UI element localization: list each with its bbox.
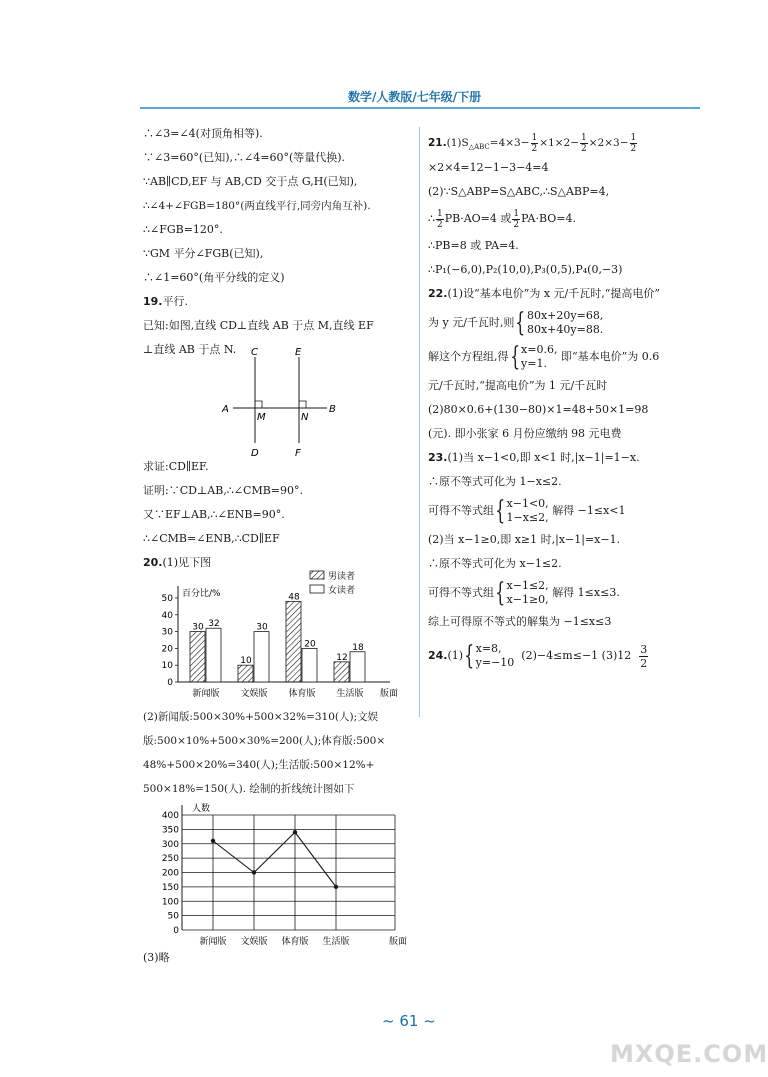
q23-result-1: 解得 −1≤x<1: [552, 504, 626, 517]
q24-x: x=8,: [475, 642, 502, 655]
q21-line-2: ×2×4=12−1−3−4=4: [428, 161, 549, 174]
y-tick-label: 40: [161, 610, 173, 621]
q23-text-6: 可得不等式组: [428, 586, 494, 599]
bar: [190, 632, 205, 682]
half-den: 2: [437, 219, 443, 230]
q21-area-symbol: (1)S: [446, 137, 469, 149]
solution-system: [521, 343, 557, 371]
x-axis-title: 版面: [389, 937, 408, 947]
q22-text-3: 解这个方程组,得: [428, 350, 509, 363]
q22-text-4: 即“基本电价”为 0.6: [560, 350, 660, 363]
q21-line-6: ∴P₁(−6,0),P₂(10,0),P₃(0,5),P₄(0,−3): [428, 263, 623, 276]
half-num: 1: [581, 132, 587, 143]
q23-line-2: ∴原不等式可化为 1−x≤2.: [428, 475, 562, 488]
q22-text-2: 为 y 元/千瓦时,则: [428, 316, 515, 329]
q18-line-1: ∴∠3=∠4(对顶角相等).: [143, 127, 263, 140]
q19-proof-2: 证明:∵CD⊥AB,∴∠CMB=90°.: [143, 484, 303, 497]
q24-number: 24.: [428, 649, 448, 662]
data-point: [293, 830, 297, 834]
y-tick-label: 350: [161, 825, 179, 836]
q24-fraction: [639, 643, 648, 670]
x-axis-title: 版面: [380, 689, 399, 699]
half-den: 2: [581, 143, 587, 154]
q19-proof-1: 求证:CD∥EF.: [143, 460, 209, 473]
legend-label: 男读者: [328, 572, 356, 582]
q24-frac-num: 3: [640, 642, 648, 656]
q18-line-4: ∴∠4+∠FGB=180°(两直线平行,同旁内角互补).: [143, 200, 371, 212]
bar: [206, 628, 221, 682]
half-num: 1: [513, 208, 520, 219]
q19-heading: [143, 290, 413, 314]
q23-line-1: [428, 446, 718, 470]
series-line: [213, 832, 336, 887]
q23-text-1: (1)当 x−1<0,即 x<1 时,|x−1|=1−x.: [447, 451, 640, 464]
label-n: N: [301, 412, 309, 423]
solution-y: y=1.: [521, 357, 547, 370]
y-tick-label: 50: [167, 911, 179, 922]
equation-system: [527, 309, 603, 337]
legend-swatch: [310, 585, 324, 593]
q21-case-b: PA·BO=4.: [521, 212, 576, 225]
brace-symbol: {: [495, 578, 506, 608]
q19-proof-3: 又∵EF⊥AB,∴∠ENB=90°.: [143, 508, 285, 521]
q21-area-sub: △ABC: [468, 143, 490, 152]
category-label: 体育版: [281, 937, 309, 947]
data-label: 48: [288, 592, 300, 603]
q23-line-4: (2)当 x−1≥0,即 x≥1 时,|x−1|=x−1.: [428, 533, 621, 546]
label-e: E: [295, 347, 302, 358]
y-tick-label: 0: [167, 678, 173, 688]
q19-given-1: 已知:如图,直线 CD⊥直线 AB 于点 M,直线 EF: [143, 319, 374, 332]
brace-symbol: {: [495, 496, 506, 526]
q24-part1-label: (1): [447, 649, 464, 662]
bar: [334, 662, 349, 682]
y-tick-label: 250: [161, 854, 179, 865]
label-b: B: [329, 404, 336, 415]
equation-2: 80x+40y=88.: [526, 323, 604, 336]
category-label: 文娱版: [240, 689, 268, 699]
q20-part2-line-4: 500×18%=150(人). 绘制的折线统计图如下: [143, 783, 355, 795]
watermark-logo: [600, 1010, 768, 1072]
bar: [350, 652, 365, 682]
category-label: 生活版: [336, 689, 364, 699]
q20-part2-line-1: (2)新闻版:500×30%+500×32%=310(人);文娱: [143, 711, 379, 723]
half-fraction: [580, 133, 588, 154]
equation-1: 80x+20y=68,: [526, 309, 604, 322]
label-f: F: [295, 448, 301, 459]
q23-line-3: [428, 494, 718, 528]
right-column: [428, 130, 718, 674]
half-fraction: [630, 133, 638, 154]
q24-system: [476, 642, 515, 670]
data-label: 20: [304, 639, 316, 650]
bar-chart: [150, 570, 415, 705]
inequality-1a: x−1<0,: [506, 497, 549, 510]
data-label: 32: [208, 619, 220, 630]
half-den: 2: [630, 143, 637, 154]
y-tick-label: 100: [161, 897, 179, 908]
y-tick-label: 300: [161, 839, 179, 850]
q22-number: 22.: [428, 287, 448, 300]
q22-text-1: (1)设“基本电价”为 x 元/千瓦时,“提高电价”: [447, 287, 660, 300]
inequality-2a: x−1≤2,: [506, 579, 549, 592]
q24-frac-den: 2: [640, 656, 648, 670]
half-den: 2: [531, 143, 538, 154]
label-c: C: [251, 347, 258, 358]
q20-part2-line-2: 版:500×10%+500×30%=200(人);体育版:500×: [143, 735, 386, 747]
q19-number: 19.: [143, 295, 163, 308]
left-column-q20: [143, 705, 413, 801]
q23-result-2: 解得 1≤x≤3.: [552, 586, 620, 599]
inequality-1b: 1−x≤2,: [506, 511, 549, 524]
q22-line-5: (2)80×0.6+(130−80)×1=48+50×1=98: [428, 403, 649, 416]
category-label: 体育版: [288, 689, 316, 699]
bar: [254, 632, 269, 682]
brace-symbol: {: [515, 308, 526, 338]
right-angle-mark-m: [255, 401, 262, 408]
legend-swatch: [310, 571, 324, 579]
q19-answer: 平行.: [162, 295, 188, 308]
page-header: [0, 0, 750, 112]
q21-number: 21.: [428, 137, 447, 149]
brace-symbol: {: [509, 342, 520, 372]
bar: [286, 601, 301, 682]
q18-line-3: ∵AB∥CD,EF 与 AB,CD 交于点 G,H(已知),: [143, 175, 358, 188]
q22-line-2: [428, 306, 718, 340]
line-chart: [150, 800, 408, 950]
q20-part3: (3)略: [143, 951, 170, 964]
q23-line-6: [428, 576, 718, 610]
q21-case-a: PB·AO=4 或: [444, 212, 512, 225]
solution-x: x=0.6,: [521, 343, 558, 356]
q20-part1: (1)见下图: [162, 556, 212, 569]
label-m: M: [257, 412, 266, 423]
label-a: A: [222, 404, 229, 415]
q22-line-3: [428, 340, 718, 374]
q22-line-1: [428, 282, 718, 306]
q22-line-4: 元/千瓦时,“提高电价”为 1 元/千瓦时: [428, 379, 608, 392]
data-point: [334, 885, 338, 889]
q21-expr-b: ×1×2−: [539, 137, 580, 149]
q24-parts-2-3: (2)−4≤m≤−1 (3)12: [521, 649, 632, 662]
data-point: [211, 839, 215, 843]
q18-line-6: ∵GM 平分∠FGB(已知),: [143, 247, 264, 260]
data-label: 12: [336, 652, 348, 663]
half-num: 1: [437, 208, 443, 219]
category-label: 生活版: [322, 937, 350, 947]
q20-number: 20.: [143, 556, 163, 569]
q23-line-7: 综上可得原不等式的解集为 −1≤x≤3: [428, 615, 612, 628]
q23-text-3: 可得不等式组: [428, 504, 494, 517]
left-column: [143, 122, 413, 362]
y-tick-label: 20: [161, 644, 173, 655]
y-tick-label: 200: [161, 868, 179, 879]
data-point: [252, 870, 256, 874]
header-rule: [140, 107, 700, 109]
bar: [302, 648, 317, 682]
q21-expr-c: ×2×3−: [588, 137, 629, 149]
therefore-symbol: ∴: [428, 212, 435, 225]
label-d: D: [251, 448, 259, 459]
legend-label: 女读者: [328, 586, 356, 596]
y-tick-label: 0: [173, 926, 179, 936]
half-fraction: [531, 133, 539, 154]
q21-line-3: (2)∵S△ABP=S△ABC,∴S△ABP=4,: [428, 185, 610, 198]
data-label: 18: [352, 642, 364, 653]
left-column-proof: [143, 455, 413, 575]
y-tick-label: 150: [161, 882, 179, 893]
half-num: 1: [531, 132, 538, 143]
half-num: 1: [630, 132, 637, 143]
half-fraction: [512, 209, 520, 230]
half-den: 2: [513, 219, 520, 230]
q24-y: y=−10: [475, 656, 515, 669]
y-axis-title: 百分比/%: [182, 589, 221, 599]
q21-line-4: [428, 204, 718, 234]
y-axis-title: 人数: [192, 804, 211, 814]
page-number: ~ 61 ~: [382, 1012, 436, 1030]
category-label: 新闻版: [199, 937, 227, 947]
q18-line-7: ∴∠1=60°(角平分线的定义): [143, 271, 285, 284]
category-label: 新闻版: [192, 689, 220, 699]
brace-symbol: {: [464, 641, 475, 671]
inequality-system-1: [507, 497, 549, 525]
running-title: 数学/人教版/七年级/下册: [348, 90, 482, 104]
q19-proof-4: ∴∠CMB=∠ENB,∴CD∥EF: [143, 532, 280, 545]
half-fraction: [436, 209, 444, 230]
inequality-system-2: [507, 579, 549, 607]
y-tick-label: 10: [161, 661, 173, 672]
q19-given-2: ⊥直线 AB 于点 N.: [143, 343, 237, 356]
q21-line-5: ∴PB=8 或 PA=4.: [428, 239, 519, 252]
data-label: 10: [240, 656, 252, 667]
inequality-2b: x−1≥0,: [506, 593, 549, 606]
q21-line-1: [428, 130, 718, 156]
y-tick-label: 50: [161, 594, 173, 604]
q18-line-2: ∵∠3=60°(已知),∴∠4=60°(等量代换).: [143, 151, 346, 164]
bar: [238, 665, 253, 682]
data-label: 30: [192, 622, 204, 633]
q24-line: [428, 638, 718, 674]
category-label: 文娱版: [240, 937, 268, 947]
y-tick-label: 400: [161, 811, 179, 821]
column-divider: [419, 127, 420, 717]
q23-number: 23.: [428, 451, 448, 464]
q23-line-5: ∴原不等式可化为 x−1≤2.: [428, 557, 562, 570]
data-label: 30: [256, 622, 268, 633]
q21-expr-a: =4×3−: [489, 137, 530, 149]
watermark-text: MXQE.COM: [610, 1040, 768, 1068]
right-angle-mark-n: [299, 401, 306, 408]
q20-part2-line-3: 48%+500×20%=340(人);生活版:500×12%+: [143, 759, 375, 771]
q19-figure: [215, 345, 345, 460]
q18-line-5: ∴∠FGB=120°.: [143, 223, 223, 236]
q22-line-6: (元). 即小张家 6 月份应缴纳 98 元电费: [428, 427, 622, 440]
y-tick-label: 30: [161, 627, 173, 638]
